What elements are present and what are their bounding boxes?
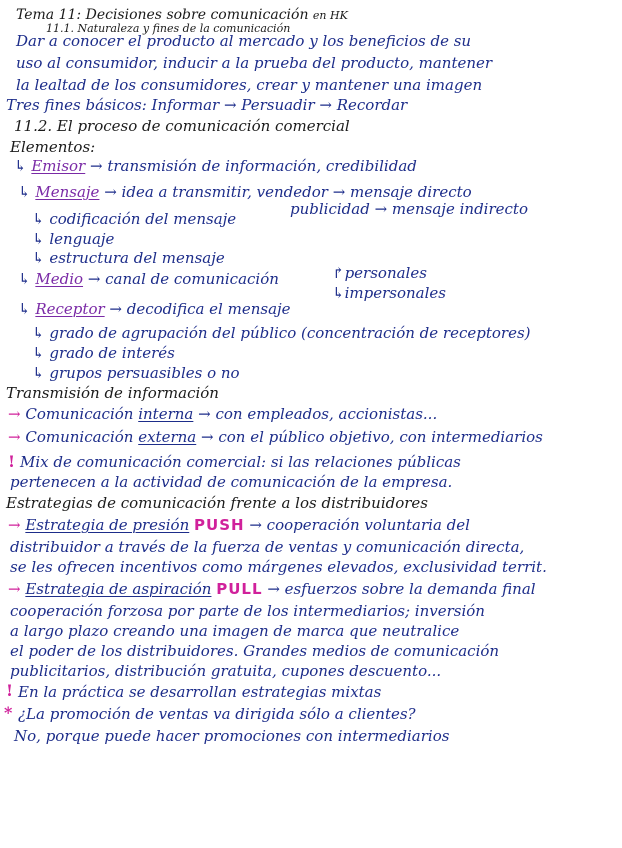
arrow-right-icon: →: [8, 580, 21, 598]
subitem-text: grado de interés: [49, 344, 175, 362]
mensaje-description: → idea a transmitir, vendedor → mensaje directo: [104, 183, 472, 201]
text-line: distribuidor a través de la fuerza de ventas y comunicación directa,: [10, 538, 525, 556]
line-text: → cooperación voluntaria del: [249, 516, 470, 534]
estrategia-pull-line: [8, 580, 536, 598]
answer-line: No, porque puede hacer promociones con intermediarios: [14, 727, 450, 745]
underlined-term: Estrategia de presión: [25, 516, 190, 534]
text-line: el poder de los distribuidores. Grandes medios de comunicación: [10, 642, 500, 660]
comunicacion-interna-line: [8, 405, 437, 423]
line-text: → esfuerzos sobre la demanda final: [267, 580, 536, 598]
tree-arrow-icon: ↳: [32, 364, 45, 382]
text-line: En la práctica se desarrollan estrategias mixtas: [18, 683, 382, 701]
text-line: publicidad → mensaje indirecto: [290, 200, 528, 218]
subitem-text: codificación del mensaje: [49, 210, 237, 228]
estrategias-heading: Estrategias de comunicación frente a los distribuidores: [6, 494, 428, 512]
comunicacion-externa-line: [8, 428, 543, 446]
tree-arrow-icon: ↳: [332, 284, 345, 302]
receptor-subitem: [32, 324, 531, 342]
subitem-text: estructura del mensaje: [49, 249, 225, 267]
tree-arrow-icon: ↳: [18, 270, 31, 288]
emisor-label: Emisor: [31, 157, 86, 175]
line-text: Comunicación: [25, 428, 139, 446]
underlined-term: externa: [138, 428, 197, 446]
text-line: se les ofrecen incentivos como márgenes elevados, exclusividad territ.: [10, 558, 547, 576]
medio-branch-text: personales: [344, 264, 427, 282]
arrow-right-icon: →: [8, 428, 21, 446]
mensaje-subitem: [32, 230, 114, 248]
arrow-right-icon: →: [8, 516, 21, 534]
tree-arrow-icon: ↳: [18, 183, 31, 201]
subitem-text: lenguaje: [49, 230, 115, 248]
text-line: cooperación forzosa por parte de los intermediarios; inversión: [10, 602, 485, 620]
subitem-text: grado de agrupación del público (concentración de receptores): [49, 324, 531, 342]
topic-title-tag: en HK: [312, 9, 348, 22]
pull-tag: PULL: [216, 580, 263, 598]
medio-label: Medio: [35, 270, 84, 288]
estrategia-push-line: [8, 516, 470, 534]
question-line: ¿La promoción de ventas va dirigida sólo a clientes?: [18, 705, 416, 723]
text-line: Mix de comunicación comercial: si las relaciones públicas: [20, 453, 461, 471]
underlined-term: Estrategia de aspiración: [25, 580, 212, 598]
mensaje-label: Mensaje: [35, 183, 100, 201]
emisor-description: → transmisión de información, credibilidad: [90, 157, 417, 175]
section-heading-proceso: 11.2. El proceso de comunicación comercial: [14, 117, 350, 135]
medio-branch: [332, 264, 427, 282]
receptor-subitem: [32, 344, 175, 362]
tree-arrow-icon: ↳: [14, 157, 27, 175]
text-line: pertenecen a la actividad de comunicación de la empresa.: [10, 473, 453, 491]
asterisk-icon: *: [4, 703, 13, 722]
push-tag: PUSH: [194, 516, 245, 534]
transmision-heading: Transmisión de información: [6, 384, 219, 402]
medio-branch-text: impersonales: [344, 284, 446, 302]
element-medio: [18, 270, 279, 288]
line-text: Comunicación: [25, 405, 139, 423]
elementos-heading: Elementos:: [10, 138, 96, 156]
underlined-term: interna: [138, 405, 194, 423]
receptor-subitem: [32, 364, 240, 382]
mensaje-subitem: [32, 210, 236, 228]
subitem-text: grupos persuasibles o no: [49, 364, 240, 382]
tree-arrow-icon: ↳: [32, 230, 45, 248]
topic-title-text: Tema 11: Decisiones sobre comunicación: [16, 7, 309, 23]
text-line: uso al consumidor, inducir a la prueba del producto, mantener: [16, 54, 493, 72]
tree-arrow-icon: ↳: [32, 249, 45, 267]
receptor-label: Receptor: [35, 300, 105, 318]
exclamation-mark-icon: !: [6, 681, 14, 700]
tree-arrow-icon: ↳: [32, 210, 45, 228]
fines-basicos-line: Tres fines básicos: Informar → Persuadir → Recordar: [6, 96, 408, 114]
section-subtitle-naturaleza: 11.1. Naturaleza y fines de la comunicación: [46, 22, 291, 35]
text-line: a largo plazo creando una imagen de marca que neutralice: [10, 622, 460, 640]
text-line: la lealtad de los consumidores, crear y mantener una imagen: [16, 76, 483, 94]
tree-arrow-icon: ↱: [332, 264, 345, 282]
line-text: → con el público objetivo, con intermediarios: [196, 428, 543, 446]
medio-branch: [332, 284, 446, 302]
mensaje-subitem: [32, 249, 225, 267]
medio-description: → canal de comunicación: [87, 270, 279, 288]
tree-arrow-icon: ↳: [18, 300, 31, 318]
text-line: publicitarios, distribución gratuita, cupones descuento...: [10, 662, 442, 680]
element-receptor: [18, 300, 291, 318]
element-mensaje: [18, 183, 472, 201]
receptor-description: → decodifica el mensaje: [109, 300, 291, 318]
line-text: → con empleados, accionistas...: [193, 405, 438, 423]
tree-arrow-icon: ↳: [32, 344, 45, 362]
text-line: Dar a conocer el producto al mercado y los beneficios de su: [16, 32, 472, 50]
exclamation-mark-icon: !: [8, 452, 16, 471]
arrow-right-icon: →: [8, 405, 21, 423]
element-emisor: [14, 157, 417, 175]
tree-arrow-icon: ↳: [32, 324, 45, 342]
